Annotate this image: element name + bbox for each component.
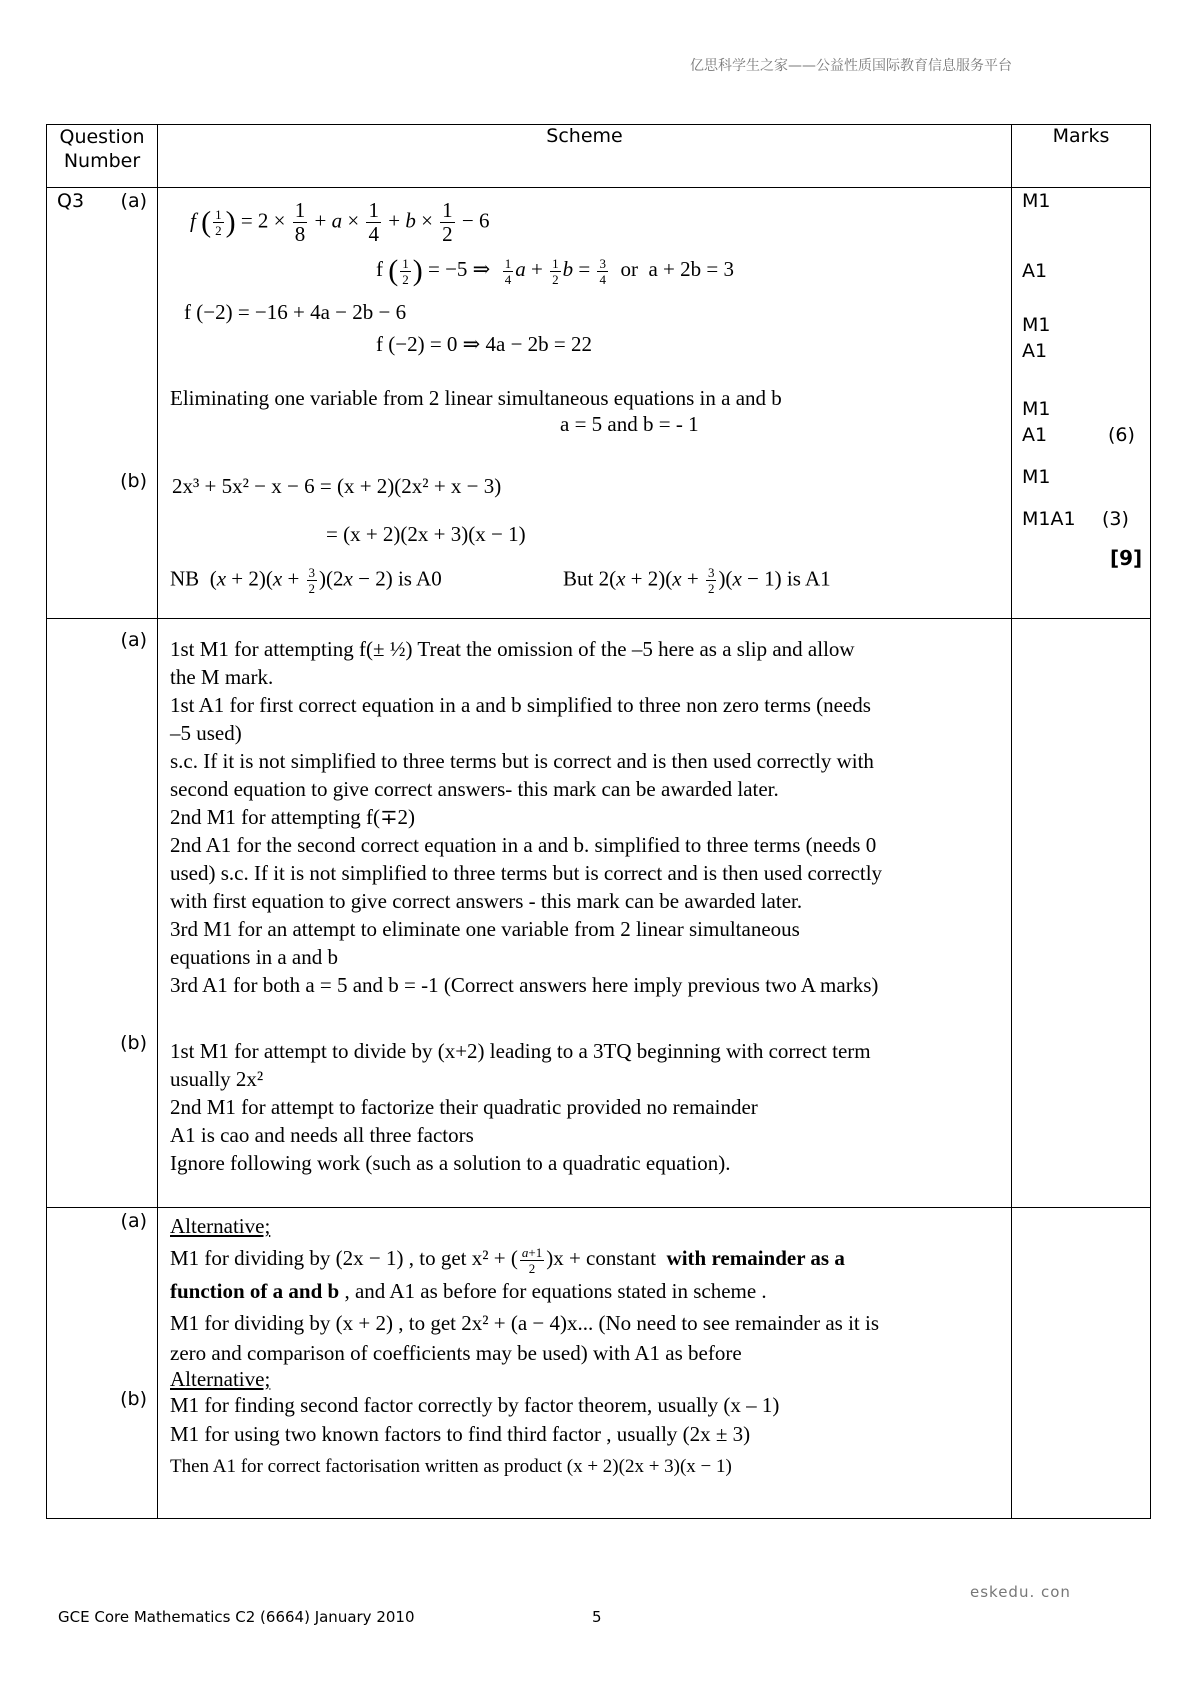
notes-row	[47, 619, 1151, 1208]
notes-marks-cell	[1012, 619, 1151, 1208]
scheme-a-line3: f (−2) = −16 + 4a − 2b − 6	[184, 300, 407, 324]
note-a-10: with first equation to give correct answers - this mark can be awarded later.	[170, 889, 803, 913]
mark-subtotal-a: (6)	[1108, 424, 1135, 446]
note-b-1: 1st M1 for attempt to divide by (x+2) leading to a 3TQ beginning with correct term	[170, 1039, 871, 1063]
scheme-b-but: But 2(x + 2)(x + $\frac{3}{2}$ )(x − 1) is A1	[563, 565, 831, 596]
alt-question-cell	[47, 1208, 158, 1519]
note-a-7: 2nd M1 for attempting f(∓2)	[170, 805, 416, 829]
mark-a1-a: A1	[1022, 260, 1048, 282]
mark-m1-c: M1	[1022, 398, 1051, 420]
header-question-number	[47, 125, 158, 188]
alt-heading-a: Alternative;	[170, 1214, 271, 1238]
note-a-11: 3rd M1 for an attempt to eliminate one variable from 2 linear simultaneous	[170, 917, 800, 941]
alt-heading-b: Alternative;	[170, 1366, 271, 1391]
scheme-b-line2: = (x + 2)(2x + 3)(x − 1)	[326, 522, 526, 546]
note-a-1: 1st M1 for attempting f(± ½) Treat the omission of the –5 here as a slip and allow	[170, 637, 855, 661]
alt-a-4: zero and comparison of coefficients may be used) with A1 as before	[170, 1340, 742, 1365]
scheme-a-line6: a = 5 and b = - 1	[560, 412, 699, 436]
scheme-b-nb: NB (x + 2)(x + $\frac{3}{2}$ )(2x − 2) is A0	[170, 565, 442, 596]
scheme-a-line1: f ( $\frac{1}{2}$ ) = 2 × $\frac{1}{8}$ + a × $\frac{1}{4}$ + b × $\frac{1}{2}$ − 6	[190, 198, 490, 246]
note-b-4: A1 is cao and needs all three factors	[170, 1123, 474, 1147]
alt-cell	[158, 1208, 1012, 1519]
mark-m1-d: M1	[1022, 466, 1051, 488]
footer-title: GCE Core Mathematics C2 (6664) January 2010	[58, 1608, 415, 1626]
header-marks: Marks	[1012, 125, 1151, 188]
notes-part-b	[170, 1037, 1001, 1177]
mark-a1-b: A1	[1022, 340, 1048, 362]
note-a-2: the M mark.	[170, 665, 274, 689]
alt-marks-cell	[1012, 1208, 1151, 1519]
marks-cell	[1012, 188, 1151, 619]
header-scheme: Scheme	[158, 125, 1012, 188]
header-row	[47, 125, 1151, 188]
mark-total: [9]	[1110, 546, 1143, 570]
watermark-top: 亿思科学生之家——公益性质国际教育信息服务平台	[690, 58, 1012, 74]
note-a-12: equations in a and b	[170, 945, 338, 969]
alt-a-3: M1 for dividing by (x + 2) , to get 2x² + (a − 4)x... (No need to see remainder as it is	[170, 1310, 880, 1335]
alt-b-2: M1 for using two known factors to find third factor , usually (2x ± 3)	[170, 1421, 751, 1446]
mark-m1a1: M1A1	[1022, 508, 1076, 530]
alternatives-row	[47, 1208, 1151, 1519]
notes-part-a-label: (a)	[120, 629, 147, 651]
watermark-bottom: eskedu. con	[970, 1583, 1071, 1601]
alt-part-a-label: (a)	[120, 1210, 147, 1232]
note-a-13: 3rd A1 for both a = 5 and b = -1 (Correct answers here imply previous two A marks)	[170, 973, 879, 997]
note-a-9: used) s.c. If it is not simplified to three terms but is correct and is then used correctly	[170, 861, 883, 885]
scheme-b-line1: 2x³ + 5x² − x − 6 = (x + 2)(2x² + x − 3)	[172, 474, 502, 498]
part-a-label: (a)	[120, 190, 147, 212]
notes-part-b-label: (b)	[120, 1032, 147, 1054]
note-a-8: 2nd A1 for the second correct equation in a and b. simplified to three terms (needs 0	[170, 833, 877, 857]
header-question-line1: Question	[59, 126, 145, 148]
scheme-a-line5: Eliminating one variable from 2 linear simultaneous equations in a and b	[170, 386, 782, 410]
note-a-3: 1st A1 for first correct equation in a and b simplified to three non zero terms (needs	[170, 693, 871, 717]
note-b-5: Ignore following work (such as a solution to a quadratic equation).	[170, 1151, 731, 1175]
alt-b-1: M1 for finding second factor correctly by factor theorem, usually (x – 1)	[170, 1392, 780, 1417]
mark-subtotal-b: (3)	[1102, 508, 1129, 530]
notes-part-a	[170, 635, 1001, 999]
alt-a-2: function of a and b , and A1 as before for equations stated in scheme .	[170, 1278, 767, 1303]
alt-block	[170, 1210, 1001, 1485]
note-a-4: –5 used)	[170, 721, 242, 745]
mark-m1-a: M1	[1022, 190, 1051, 212]
part-b-label: (b)	[120, 470, 147, 492]
scheme-a-line4: f (−2) = 0 ⇒ 4a − 2b = 22	[376, 332, 593, 356]
question-label: Q3	[57, 190, 85, 212]
note-a-6: second equation to give correct answers- this mark can be awarded later.	[170, 777, 779, 801]
footer-page-number: 5	[592, 1608, 602, 1626]
notes-cell	[158, 619, 1012, 1208]
notes-question-cell	[47, 619, 158, 1208]
alt-part-b-label: (b)	[120, 1388, 147, 1410]
alt-a-1: M1 for dividing by (2x − 1) , to get x² + ( $\frac{a+1}{2}$ )x + constant with remainder as a	[170, 1244, 845, 1276]
mark-a1-c: A1	[1022, 424, 1048, 446]
header-question-line2: Number	[63, 150, 141, 172]
note-b-2: usually 2x²	[170, 1067, 264, 1091]
note-a-5: s.c. If it is not simplified to three terms but is correct and is then used correctly with	[170, 749, 874, 773]
mark-m1-b: M1	[1022, 314, 1051, 336]
question-cell	[47, 188, 158, 619]
scheme-cell	[158, 188, 1012, 619]
scheme-row	[47, 188, 1151, 619]
alt-b-3: Then A1 for correct factorisation written as product (x + 2)(2x + 3)(x − 1)	[170, 1455, 732, 1477]
mark-scheme-table	[46, 124, 1151, 1519]
scheme-a-line2: f ( $\frac{1}{2}$ ) = −5 ⇒ $\frac{1}{4}$ a + $\frac{1}{2}$ b = $\frac{3}{4}$ or a + 2b = 3	[376, 254, 734, 287]
note-b-3: 2nd M1 for attempt to factorize their quadratic provided no remainder	[170, 1095, 758, 1119]
